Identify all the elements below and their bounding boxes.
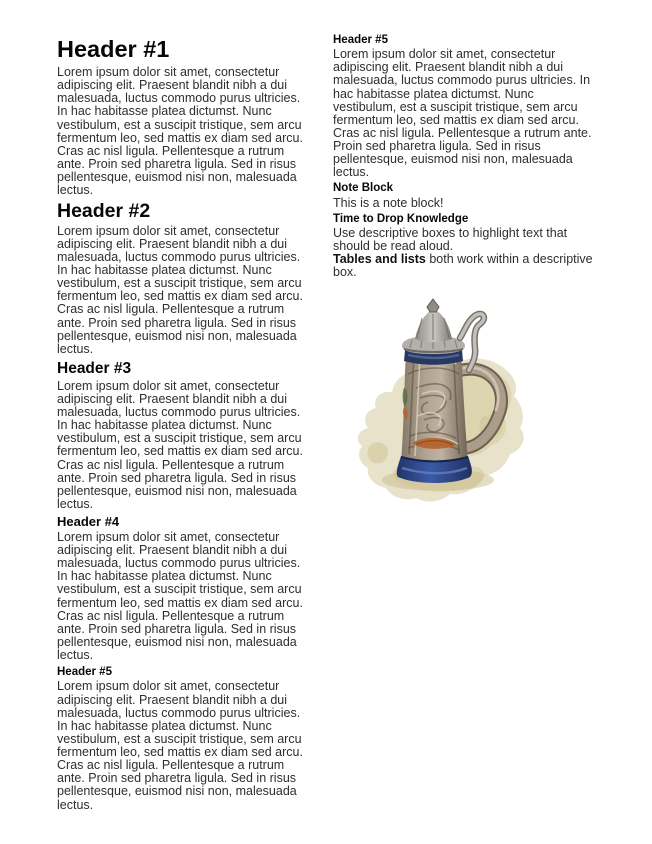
- section-heading-3: Header #3: [57, 359, 132, 377]
- section-heading-5: Header #5: [57, 666, 112, 679]
- section-heading-4: Header #4: [57, 514, 120, 529]
- section-heading-1: Header #1: [57, 36, 170, 62]
- body-paragraph: Lorem ipsum dolor sit amet, consectetur adipiscing elit. Praesent blandit nibh a dui malesuada, luctus commodo purus ultricies. In hac habitasse platea dictumst. Nunc vestibulum, est a suscipit tristique, sem arcu fermentum leo, sed mattis ex diam sed arcu. Cras ac nisl ligula. Pellentesque a rutrum ante. Proin sed pharetra ligula. Sed in risus pellentesque, euismod nisi non, malesuada lectus.: [57, 679, 303, 812]
- body-paragraph: Lorem ipsum dolor sit amet, consectetur adipiscing elit. Praesent blandit nibh a dui malesuada, luctus commodo purus ultricies. In hac habitasse platea dictumst. Nunc vestibulum, est a suscipit tristique, sem arcu fermentum leo, sed mattis ex diam sed arcu. Cras ac nisl ligula. Pellentesque a rutrum ante. Proin sed pharetra ligula. Sed in risus pellentesque, euismod nisi non, malesuada lectus.: [57, 223, 303, 356]
- body-paragraph: Lorem ipsum dolor sit amet, consectetur adipiscing elit. Praesent blandit nibh a dui malesuada, luctus commodo purus ultricies. In hac habitasse platea dictumst. Nunc vestibulum, est a suscipit tristique, sem arcu fermentum leo, sed mattis ex diam sed arcu. Cras ac nisl ligula. Pellentesque a rutrum ante. Proin sed pharetra ligula. Sed in risus pellentesque, euismod nisi non, malesuada lectus.: [57, 529, 303, 663]
- body-paragraph: Lorem ipsum dolor sit amet, consectetur adipiscing elit. Praesent blandit nibh a dui malesuada, luctus commodo purus ultricies. In hac habitasse platea dictumst. Nunc vestibulum, est a suscipit tristique, sem arcu fermentum leo, sed mattis ex diam sed arcu. Cras ac nisl ligula. Pellentesque a rutrum ante. Proin sed pharetra ligula. Sed in risus pellentesque, euismod nisi non, malesuada lectus.: [333, 47, 592, 180]
- tables-lists-bold: Tables and lists: [333, 252, 426, 267]
- beer-stein-illustration: [338, 296, 638, 542]
- section-heading-2: Header #2: [57, 200, 151, 223]
- beer-stein-svg: [338, 296, 638, 542]
- stein-lid: [402, 299, 465, 354]
- section-heading-5-right: Header #5: [333, 34, 388, 46]
- tables-lists-rest: both work within a descriptive box.: [333, 252, 593, 280]
- left-column: [57, 36, 313, 812]
- knowledge-block-text: Use descriptive boxes to highlight text that should be read aloud.: [333, 226, 568, 254]
- body-paragraph: Lorem ipsum dolor sit amet, consectetur adipiscing elit. Praesent blandit nibh a dui malesuada, luctus commodo purus ultricies. In hac habitasse platea dictumst. Nunc vestibulum, est a suscipit tristique, sem arcu fermentum leo, sed mattis ex diam sed arcu. Cras ac nisl ligula. Pellentesque a rutrum ante. Proin sed pharetra ligula. Sed in risus pellentesque, euismod nisi non, malesuada lectus.: [57, 378, 303, 511]
- note-block-title: Note Block: [333, 182, 394, 195]
- note-block-text: This is a note block!: [333, 195, 444, 210]
- tables-lists-line: [333, 253, 599, 279]
- stein-body: [401, 352, 468, 462]
- body-paragraph: Lorem ipsum dolor sit amet, consectetur adipiscing elit. Praesent blandit nibh a dui malesuada, luctus commodo purus ultricies. In hac habitasse platea dictumst. Nunc vestibulum, est a suscipit tristique, sem arcu fermentum leo, sed mattis ex diam sed arcu. Cras ac nisl ligula. Pellentesque a rutrum ante. Proin sed pharetra ligula. Sed in risus pellentesque, euismod nisi non, malesuada lectus.: [57, 65, 303, 198]
- knowledge-block-title: Time to Drop Knowledge: [333, 212, 469, 225]
- lid-finial: [427, 299, 439, 312]
- right-column: [333, 34, 599, 280]
